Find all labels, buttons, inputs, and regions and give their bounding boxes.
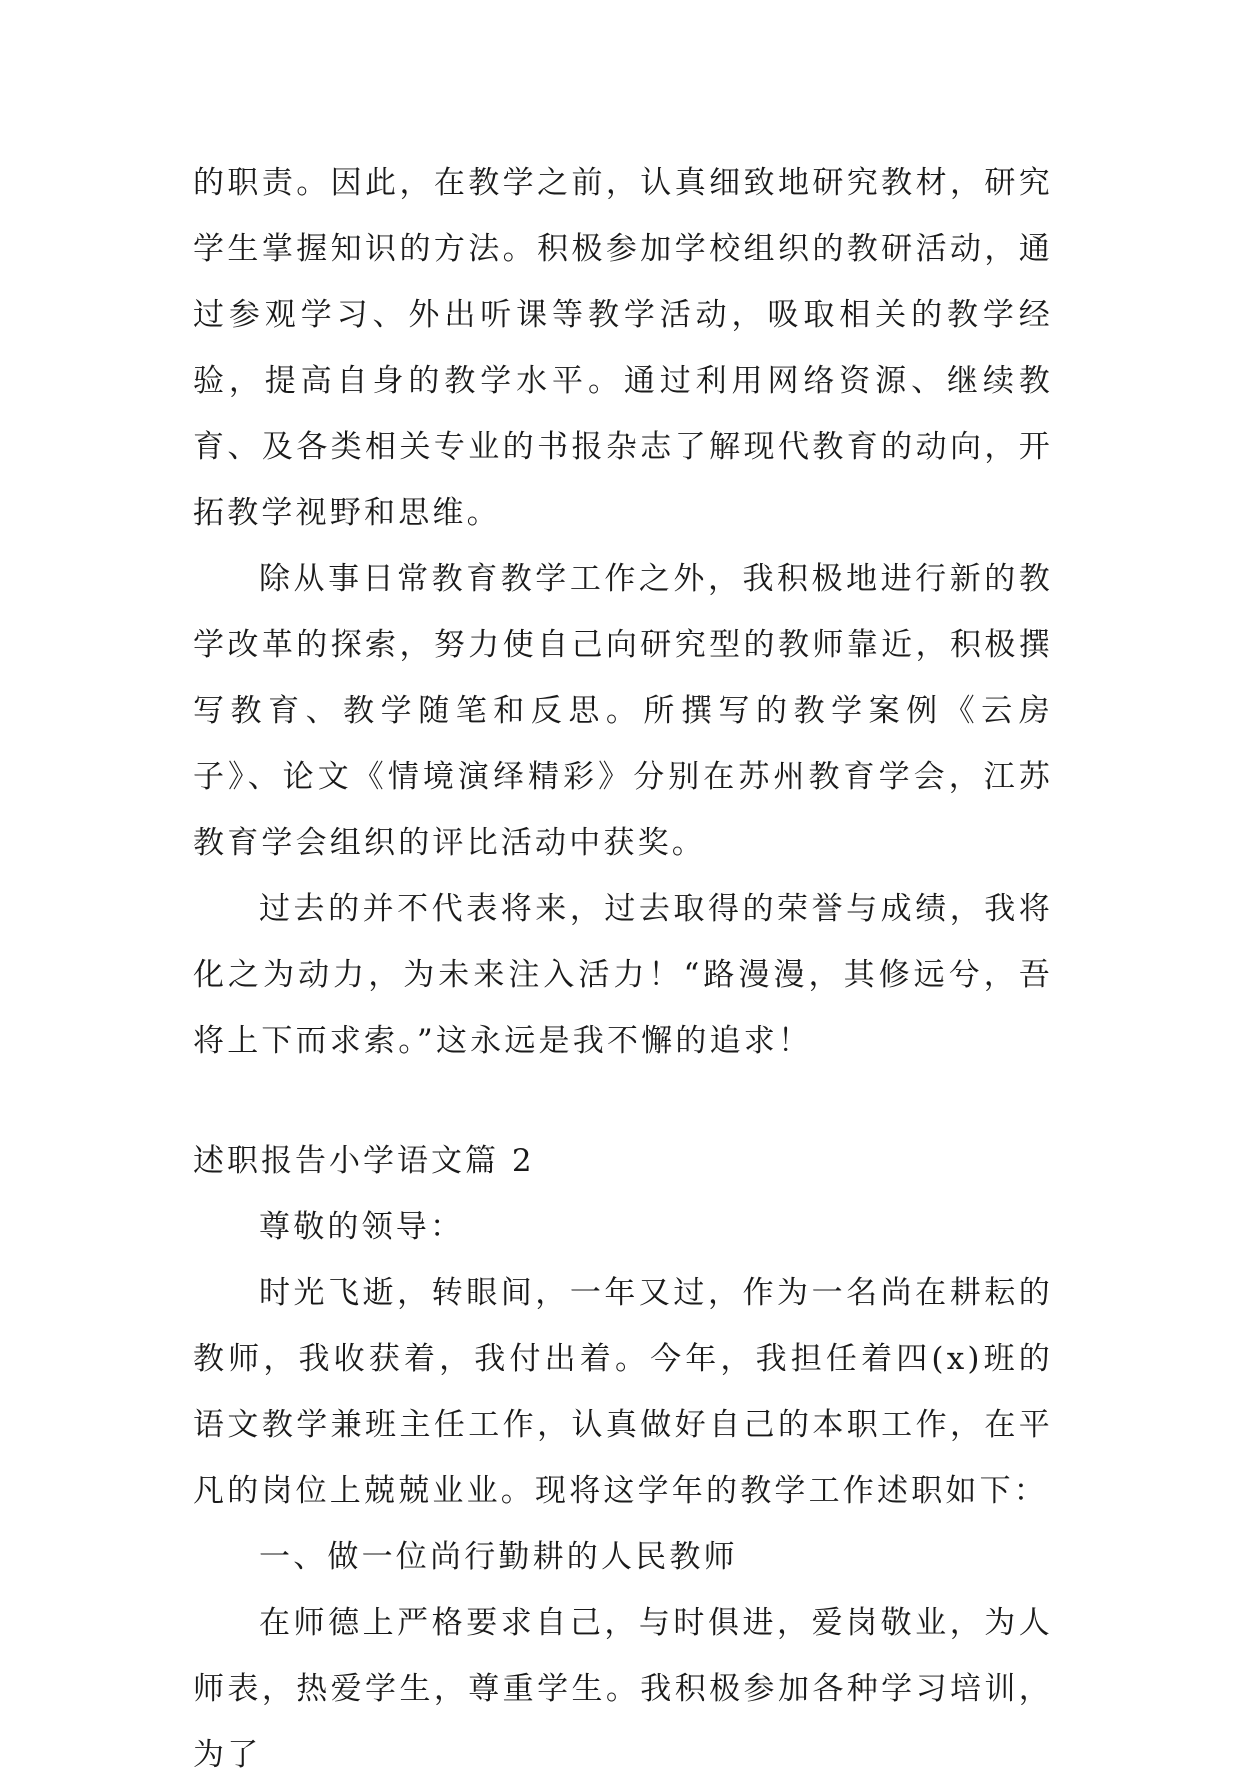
subheading-1: 一、做一位尚行勤耕的人民教师	[259, 1539, 738, 1575]
paragraph-2: 除从事日常教育教学工作之外，我积极地进行新的教学改革的探索，努力使自己向研究型的教师靠近，积极撰写教育、教学随笔和反思。所撰写的教学案例《云房子》、论文《情境演绎精彩》分别在苏州教育学会，江苏教育学会组织的评比活动中获奖。	[193, 561, 1053, 861]
paragraph-3: 过去的并不代表将来，过去取得的荣誉与成绩，我将化之为动力，为未来注入活力！“路漫漫，其修远兮，吾将上下而求索。”这永远是我不懈的追求！	[193, 891, 1053, 1059]
document-body	[193, 150, 1053, 1788]
paragraph-1: 的职责。因此，在教学之前，认真细致地研究教材，研究学生掌握知识的方法。积极参加学校组织的教研活动，通过参观学习、外出听课等教学活动，吸取相关的教学经验，提高自身的教学水平。通过利用网络资源、继续教育、及各类相关专业的书报杂志了解现代教育的动向，开拓教学视野和思维。	[193, 165, 1053, 531]
paragraph-5: 在师德上严格要求自己，与时俱进，爱岗敬业，为人师表，热爱学生，尊重学生。我积极参加各种学习培训，为了	[193, 1605, 1053, 1773]
section-heading: 述职报告小学语文篇 2	[193, 1143, 535, 1179]
salutation: 尊敬的领导：	[259, 1209, 465, 1245]
paragraph-4: 时光飞逝，转眼间，一年又过，作为一名尚在耕耘的教师，我收获着，我付出着。今年，我担任着四(x)班的语文教学兼班主任工作，认真做好自己的本职工作，在平凡的岗位上兢兢业业。现将这学年的教学工作述职如下：	[193, 1275, 1053, 1509]
